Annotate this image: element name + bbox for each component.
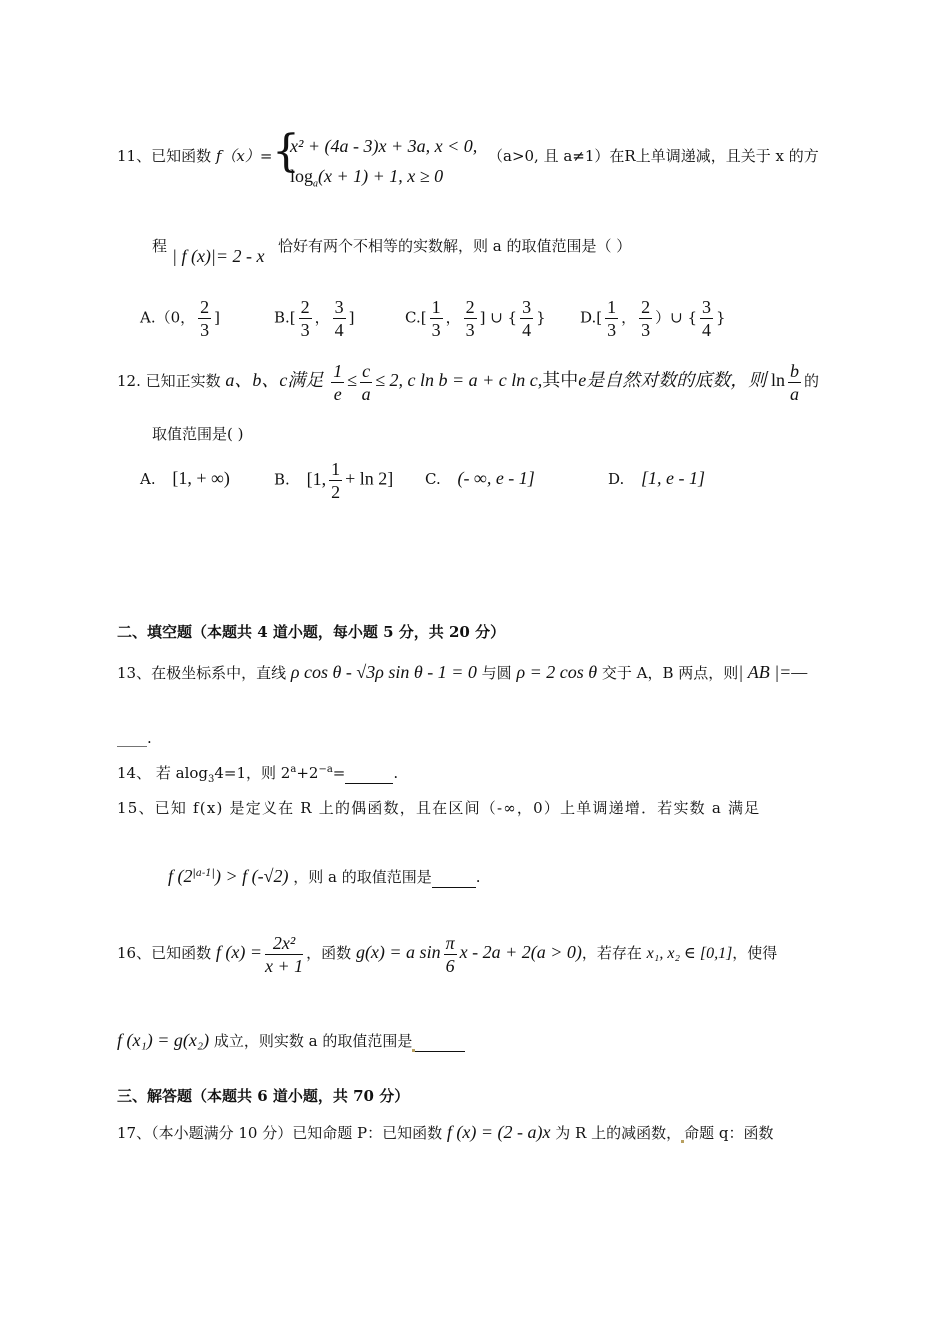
q11-number: 11、已知函数 <box>117 147 212 165</box>
q13-line1: 13、在极坐标系中，直线 ρ cos θ - √3ρ sin θ - 1 = 0 与圆 ρ = 2 cos θ 交于 A，B 两点，则| AB |=— <box>117 662 808 682</box>
q12-number: 12. 已知正实数 <box>117 372 221 390</box>
q13-blank: ____. <box>117 729 152 747</box>
q16-line1: 16、已知函数 f (x) = $\frac{\text{2x²}}{x + 1}$ ，函数 g(x) = a sin $\frac{\pi}{6}$ x - 2a + 2(a > 0)，若存在 x₁, x₂ ∈ [0,1]，使得 <box>117 932 778 976</box>
q16-line2: f (x₁) = g(x₂) 成立，则实数 a 的取值范围是 <box>117 1030 465 1052</box>
q12-option-b: B. [1, $\frac{1}{2}$ + ln 2] <box>274 459 394 502</box>
q12-line1: 12. 已知正实数 a、b、c满足 $\frac{1}{e}$ ≤ $\frac{c}{a}$ ≤ 2, c ln b = a + c ln c,其中e是自然对数的底数，则 ln $\frac{b}{a}$ 的 <box>117 360 820 404</box>
q11-line2-post: 恰好有两个不相等的实数解，则 a 的取值范围是（ ） <box>278 237 632 255</box>
q14-answer-blank[interactable] <box>345 763 393 784</box>
q15-line2: f $(2^{|a-1|}) > f$ (-√2) ，则 a 的取值范围是 . <box>168 866 481 886</box>
q12-option-a: A. [1, + ∞) <box>140 468 230 488</box>
q11-intro <box>117 146 272 166</box>
q11-piece1: x² + (4a - 3)x + 3a, x < 0, <box>290 136 478 156</box>
section-2-heading: 二、填空题（本题共 4 道小题，每小题 5 分，共 20 分） <box>117 623 506 641</box>
q11-line2-pre: 程 <box>152 237 168 255</box>
q11-option-d: D.[ $\frac{1}{3}$ ， $\frac{2}{3}$ ）∪ { $\frac{3}{4}$ } <box>580 297 726 340</box>
q11-equation: | f (x)|= 2 - x <box>172 246 265 266</box>
q12-option-d: D. [1, e - 1] <box>608 468 706 488</box>
q11-option-b: B.[ $\frac{2}{3}$ ， $\frac{3}{4}$ ] <box>274 297 355 340</box>
q11-condition: （a>0, 且 a≠1）在R上单调递减，且关于 x 的方 <box>488 147 819 165</box>
section-3-heading: 三、解答题（本题共 6 道小题，共 70 分） <box>117 1087 410 1105</box>
q12-line2: 取值范围是( ) <box>152 425 244 443</box>
q11-option-c: C.[ $\frac{1}{3}$ ， $\frac{2}{3}$ ] ∪ { $\frac{3}{4}$ } <box>405 297 546 340</box>
q11-brace: { <box>272 126 300 177</box>
q11-option-a: A.（0， $\frac{2}{3}$ ] <box>140 297 221 340</box>
q14-line: 14、 若 alog$_3$4=1，则 $2^a+2^{-a}=$ . <box>117 764 399 785</box>
q12-option-c: C. (- ∞, e - 1] <box>425 468 535 488</box>
q15-line1: 15、已知 f(x) 是定义在 R 上的偶函数，且在区间（-∞，0）上单调递增．若实数 a 满足 <box>117 799 761 817</box>
q16-answer-blank[interactable] <box>415 1031 465 1052</box>
q11-option-a-fraction: $\frac{2}{3}$ <box>200 297 210 340</box>
q11-piece2: $\log_a(x + 1) + 1$, x ≥ 0 <box>290 166 444 190</box>
q17-line1: 17、（本小题满分 10 分）已知命题 P：已知函数 f (x) = (2 - a)x 为 R 上的减函数， 命题 q：函数 <box>117 1122 774 1142</box>
q11-fname: f（x）= <box>215 147 273 165</box>
q15-answer-blank[interactable] <box>432 867 476 888</box>
